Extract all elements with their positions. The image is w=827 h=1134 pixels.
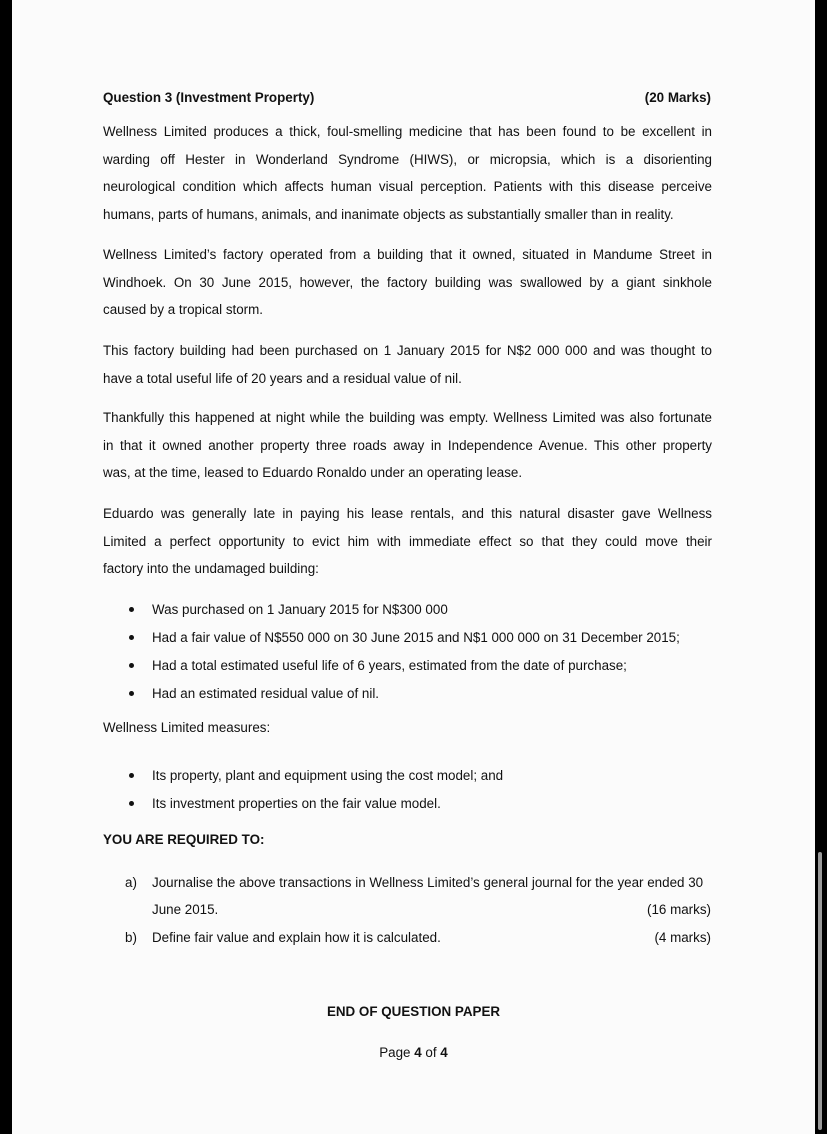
paragraph-eviction xyxy=(103,500,712,583)
list-item: Had a fair value of N$550 000 on 30 June 2015 and N$1 000 000 on 31 December 2015; xyxy=(123,624,713,652)
measures-list xyxy=(123,762,713,818)
document-page xyxy=(12,0,815,1134)
list-item: Its property, plant and equipment using the cost model; and xyxy=(123,762,713,790)
paragraph-line: factory into the undamaged building: xyxy=(103,561,319,577)
paragraph-line: Limited a perfect opportunity to evict him with immediate effect so that they could move their xyxy=(103,533,712,549)
paragraph-line: warding off Hester in Wonderland Syndrome (HIWS), or micropsia, which is a disorienting xyxy=(103,151,712,167)
bullet-icon xyxy=(129,691,134,696)
measures-intro: Wellness Limited measures: xyxy=(103,720,271,735)
paragraph-factory-sinkhole xyxy=(103,241,712,324)
required-heading: YOU ARE REQUIRED TO: xyxy=(103,832,265,847)
list-item: Its investment properties on the fair value model. xyxy=(123,790,713,818)
bullet-icon xyxy=(129,635,134,640)
requirement-a-continued xyxy=(125,902,711,924)
page-number: Page 4 of 4 xyxy=(379,1045,448,1060)
bullet-icon xyxy=(129,773,134,778)
property-details-list xyxy=(123,596,713,708)
paragraph-line: Wellness Limited produces a thick, foul-smelling medicine that has been found to be excellent in xyxy=(103,124,712,139)
list-item: Was purchased on 1 January 2015 for N$300 000 xyxy=(123,596,713,624)
bullet-icon xyxy=(129,607,134,612)
requirement-text: Define fair value and explain how it is calculated. xyxy=(152,930,441,945)
paragraph-building-purchase xyxy=(103,337,712,392)
paragraph-line: Thankfully this happened at night while the building was empty. Wellness Limited was also fortunate xyxy=(103,410,712,425)
bullet-icon xyxy=(129,801,134,806)
end-of-paper: END OF QUESTION PAPER xyxy=(326,1004,501,1019)
paragraph-line: Eduardo was generally late in paying his lease rentals, and this natural disaster gave Wellness xyxy=(103,506,712,521)
list-item: Had an estimated residual value of nil. xyxy=(123,680,713,708)
requirement-letter: b) xyxy=(125,930,137,945)
question-title: Question 3 (Investment Property) xyxy=(103,90,315,105)
paragraph-line: Windhoek. On 30 June 2015, however, the factory building was swallowed by a giant sinkhole xyxy=(103,274,712,290)
bullet-icon xyxy=(129,663,134,668)
question-marks: (20 Marks) xyxy=(644,90,711,105)
question-header xyxy=(103,90,711,110)
paragraph-other-property xyxy=(103,404,712,487)
list-item: Had a total estimated useful life of 6 years, estimated from the date of purchase; xyxy=(123,652,713,680)
requirement-marks: (4 marks) xyxy=(654,930,711,945)
paragraph-line: in that it owned another property three roads away in Independence Avenue. This other property xyxy=(103,437,712,453)
paragraph-line: have a total useful life of 20 years and a residual value of nil. xyxy=(103,370,462,386)
requirement-letter: a) xyxy=(125,875,137,890)
paragraph-line: humans, parts of humans, animals, and inanimate objects as substantially smaller than in reality. xyxy=(103,206,674,222)
paragraph-line: was, at the time, leased to Eduardo Ronaldo under an operating lease. xyxy=(103,465,523,481)
paragraph-line: caused by a tropical storm. xyxy=(103,302,264,318)
requirement-text: Journalise the above transactions in Wellness Limited’s general journal for the year ended 30 xyxy=(152,875,704,890)
requirement-marks: (16 marks) xyxy=(647,902,711,917)
scrollbar-thumb[interactable] xyxy=(818,852,822,1130)
paragraph-hiws-medicine xyxy=(103,118,712,228)
paragraph-line: Wellness Limited’s factory operated from a building that it owned, situated in Mandume Street in xyxy=(103,247,712,262)
paragraph-line: This factory building had been purchased on 1 January 2015 for N$2 000 000 and was thought to xyxy=(103,343,712,358)
paragraph-line: neurological condition which affects human visual perception. Patients with this disease perceive xyxy=(103,179,712,195)
requirement-b xyxy=(125,930,711,952)
requirement-a xyxy=(125,875,711,897)
requirement-text: June 2015. xyxy=(152,902,219,917)
